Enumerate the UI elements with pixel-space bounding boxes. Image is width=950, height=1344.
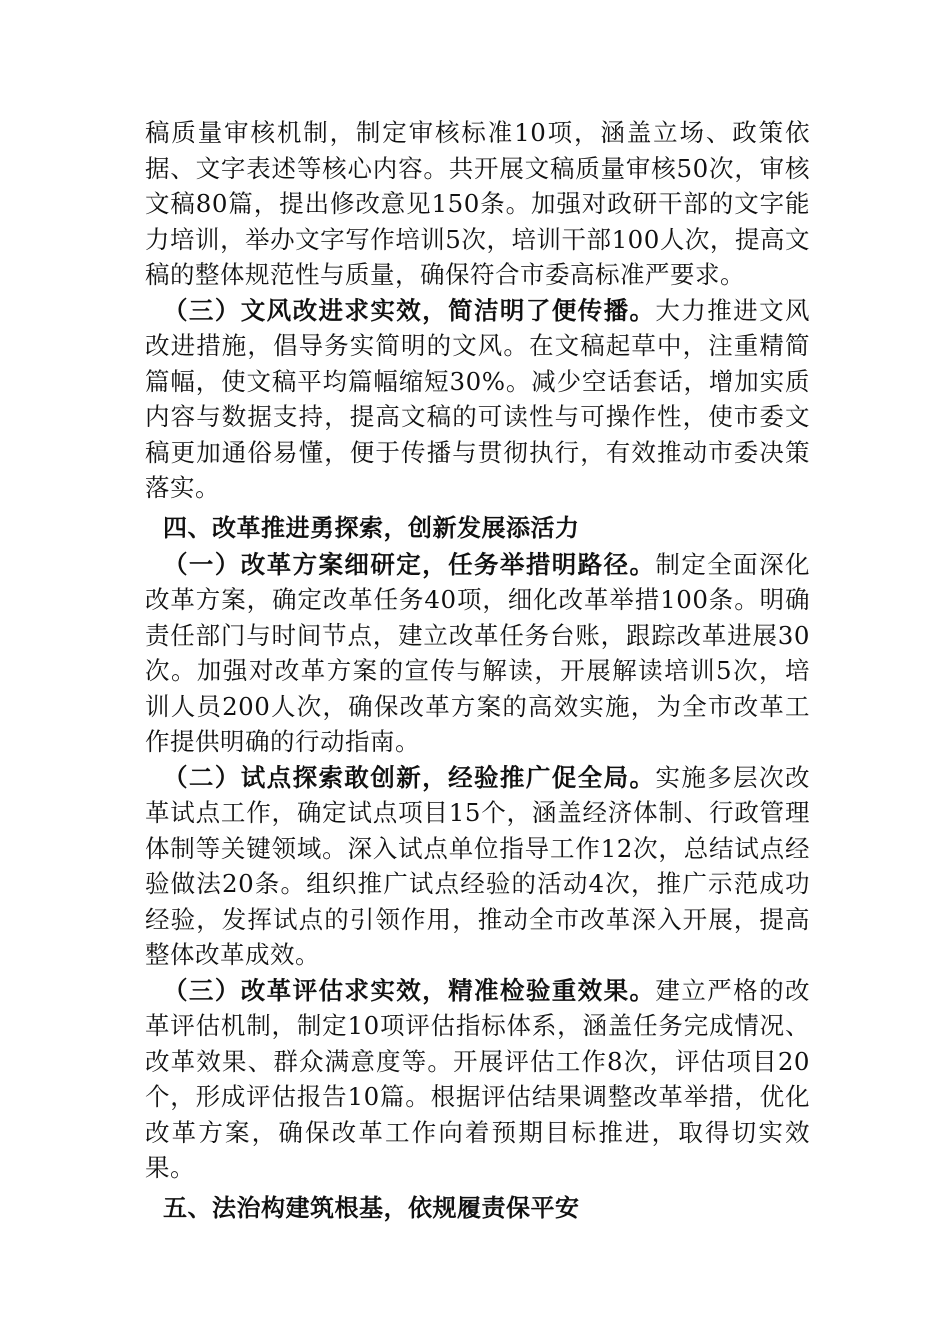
paragraph-review-mechanism: [145, 115, 810, 293]
paragraph-body: 建立严格的改革评估机制，制定10项评估指标体系，涵盖任务完成情况、改革效果、群众满意度等。开展评估工作8次，评估项目20个，形成评估报告10篇。根据评估结果调整改革举措，优化改革方案，确保改革工作向着预期目标推进，取得切实效果。: [145, 975, 811, 1182]
paragraph-reform-evaluation: [145, 973, 810, 1186]
document-page: [145, 115, 810, 1227]
paragraph-reform-plan: [145, 547, 810, 760]
subsection-title: （三）文风改进求实效，简洁明了便传播。: [163, 295, 656, 325]
paragraph-body: 大力推进文风改进措施，倡导务实简明的文风。在文稿起草中，注重精简篇幅，使文稿平均篇幅缩短30%。减少空话套话，增加实质内容与数据支持，提高文稿的可读性与可操作性，使市委文稿更加通俗易懂，便于传播与贯彻执行，有效推动市委决策落实。: [145, 295, 811, 502]
paragraph-writing-style: [145, 293, 810, 506]
paragraph-body: 实施多层次改革试点工作，确定试点项目15个，涵盖经济体制、行政管理体制等关键领域。深入试点单位指导工作12次，总结试点经验做法20条。组织推广试点经验的活动4次，推广示范成功经验，发挥试点的引领作用，推动全市改革深入开展，提高整体改革成效。: [145, 762, 811, 969]
section-heading-four: 四、改革推进勇探索，创新发展添活力: [163, 513, 580, 542]
paragraph-pilot-exploration: [145, 760, 810, 973]
paragraph-body: 制定全面深化改革方案，确定改革任务40项，细化改革举措100条。明确责任部门与时间节点，建立改革任务台账，跟踪改革进展30次。加强对改革方案的宣传与解读，开展解读培训5次，培训人员200人次，确保改革方案的高效实施，为全市改革工作提供明确的行动指南。: [145, 549, 811, 756]
section-heading-five: 五、法治构建筑根基，依规履责保平安: [163, 1193, 580, 1222]
paragraph-body: 稿质量审核机制，制定审核标准10项，涵盖立场、政策依据、文字表述等核心内容。共开展文稿质量审核50次，审核文稿80篇，提出修改意见150条。加强对政研干部的文字能力培训，举办文字写作培训5次，培训干部100人次，提高文稿的整体规范性与质量，确保符合市委高标准严要求。: [145, 118, 810, 289]
subsection-title: （三）改革评估求实效，精准检验重效果。: [163, 975, 656, 1005]
subsection-title: （二）试点探索敢创新，经验推广促全局。: [163, 762, 656, 792]
subsection-title: （一）改革方案细研定，任务举措明路径。: [163, 549, 656, 579]
